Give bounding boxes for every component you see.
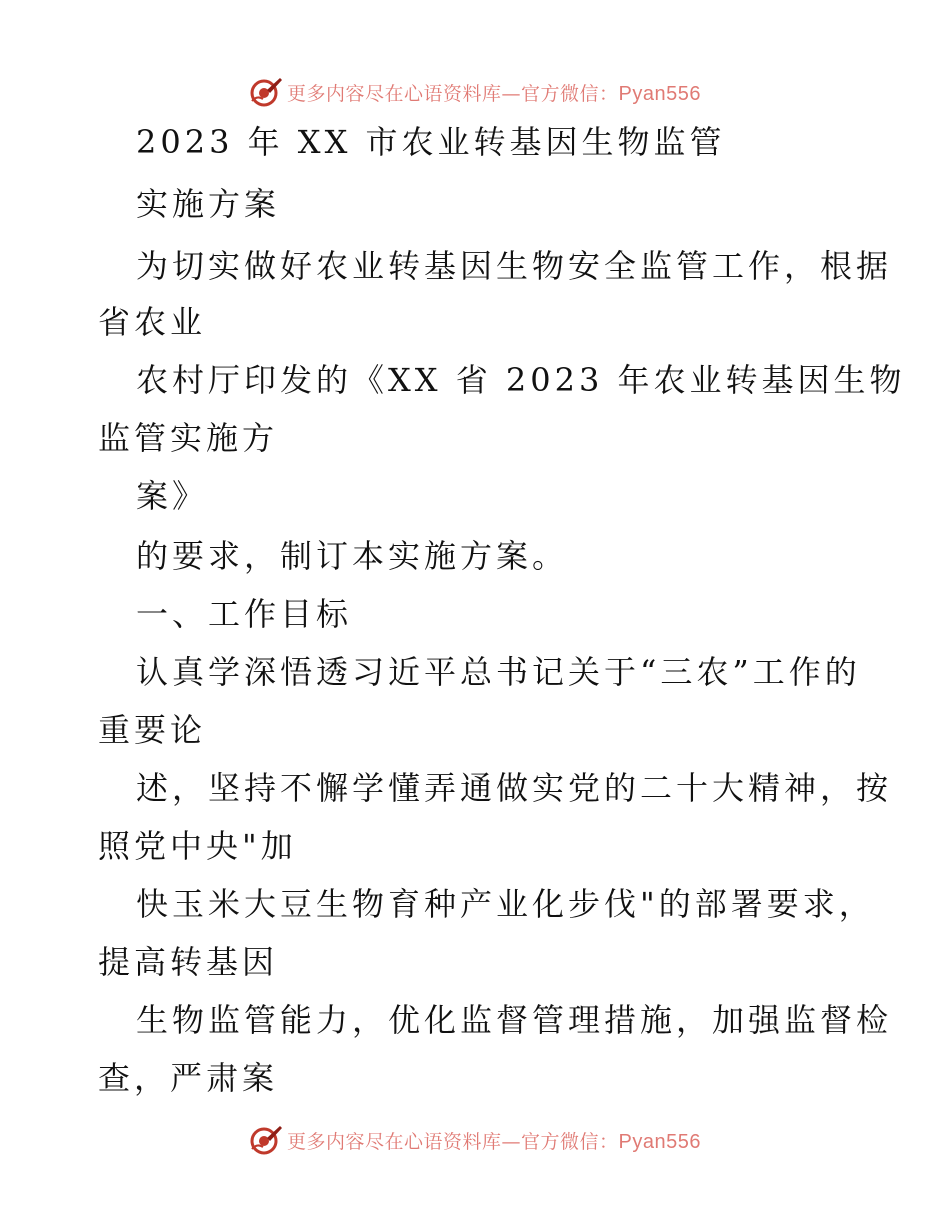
paragraph-line: 为切实做好农业转基因生物安全监管工作，根据 (136, 247, 893, 285)
watermark-header (0, 72, 950, 112)
paragraph-line: 重要论 (98, 711, 207, 749)
paragraph-line: 的要求，制订本实施方案。 (136, 537, 569, 575)
document-subtitle: 实施方案 (136, 185, 281, 223)
paragraph-line: 查，严肃案 (98, 1059, 279, 1097)
pen-logo-icon (249, 1123, 283, 1157)
paragraph-line: 述，坚持不懈学懂弄通做实党的二十大精神，按 (136, 769, 893, 807)
paragraph-line: 生物监管能力，优化监督管理措施，加强监督检 (136, 1001, 893, 1039)
paragraph-line: 监管实施方 (98, 419, 279, 457)
watermark-label: 更多内容尽在心语资料库—官方微信： (287, 1130, 619, 1153)
paragraph-line: 提高转基因 (98, 943, 279, 981)
watermark-text (287, 79, 701, 106)
document-title: 2023 年 XX 市农业转基因生物监管 (136, 123, 726, 161)
watermark-wechat-id: Pyan556 (618, 1130, 701, 1153)
watermark-text (287, 1127, 701, 1154)
paragraph-line: 省农业 (98, 303, 207, 341)
paragraph-line: 案》 (136, 477, 209, 515)
pen-logo-icon (249, 75, 283, 109)
paragraph-line: 农村厅印发的《XX 省 2023 年农业转基因生物 (136, 361, 906, 399)
paragraph-line: 照党中央"加 (98, 827, 297, 865)
paragraph-line: 快玉米大豆生物育种产业化步伐"的部署要求， (136, 885, 875, 923)
paragraph-line: 认真学深悟透习近平总书记关于“三农”工作的 (136, 653, 861, 691)
watermark-footer (0, 1120, 950, 1160)
watermark-wechat-id: Pyan556 (618, 82, 701, 105)
section-heading: 一、工作目标 (136, 595, 353, 633)
watermark-label: 更多内容尽在心语资料库—官方微信： (287, 82, 619, 105)
